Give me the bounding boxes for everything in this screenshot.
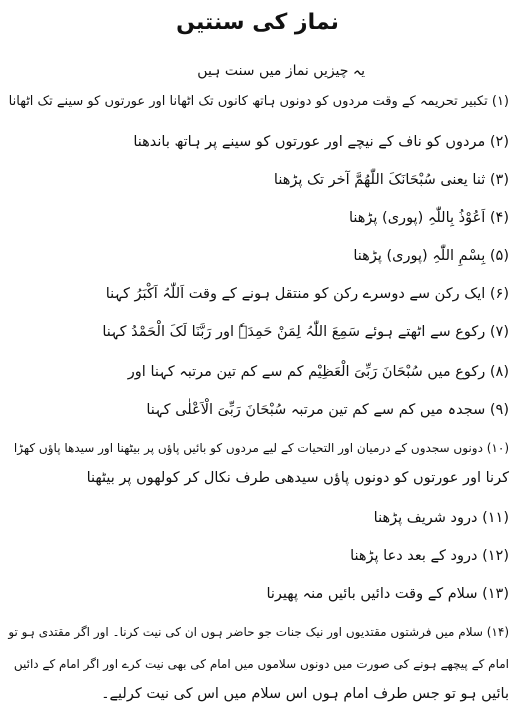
list-item-3: (۳) ثنا یعنی سُبْحَانَکَ اللّٰھُمَّ آخر تک پڑھنا bbox=[273, 172, 509, 188]
list-item-6: (۶) ایک رکن سے دوسرے رکن کو منتقل ہونے کے وقت اَللّٰہُ اَکْبَرُ کہنا bbox=[105, 286, 509, 302]
list-item-5: (۵) بِسْمِ اللّٰہِ (پوری) پڑھنا bbox=[353, 248, 509, 264]
list-item-11: (۱۱) درود شریف پڑھنا bbox=[373, 510, 509, 526]
list-item-12: (۱۲) درود کے بعد دعا پڑھنا bbox=[350, 548, 509, 564]
list-item-9: (۹) سجدہ میں کم سے کم تین مرتبہ سُبْحَانَ رَبِّیَ الْاَعْلٰی کہنا bbox=[146, 402, 509, 418]
page-title: نماز کی سنتیں bbox=[176, 10, 339, 35]
list-item-14: (۱۴) سلام میں فرشتوں مقتدیوں اور نیک جنات جو حاضر ہوں ان کی نیت کرنا۔ اور اگر مقتدی ہو تو bbox=[8, 625, 509, 639]
list-item-13: (۱۳) سلام کے وقت دائیں بائیں منہ پھیرنا bbox=[266, 586, 509, 602]
list-item-7: (۷) رکوع سے اٹھتے ہوئے سَمِعَ اللّٰہُ لِمَنْ حَمِدَہٗ اور رَبَّنَا لَکَ الْحَمْدُ کہنا bbox=[102, 324, 509, 340]
list-item-10: (۱۰) دونوں سجدوں کے درمیان اور التحیات کے لیے مردوں کو بائیں پاؤں پر بیٹھنا اور سیدھا پاؤں کھڑا bbox=[13, 441, 509, 455]
list-item-14-continued: امام کے پیچھے ہونے کی صورت میں دونوں سلاموں میں امام کی بھی نیت کرے اور اگر امام کے دائیں bbox=[13, 657, 509, 671]
list-item-4: (۴) اَعُوْذُ بِاللّٰہِ (پوری) پڑھنا bbox=[348, 210, 509, 226]
list-item-14-continued-2: بائیں ہو تو جس طرف امام ہوں اس سلام میں اس کی نیت کرلیے۔ bbox=[101, 686, 509, 702]
list-item-10-continued: کرنا اور عورتوں کو دونوں پاؤں سیدھی طرف نکال کر کولھوں پر بیٹھنا bbox=[86, 470, 509, 486]
list-item-2: (۲) مردوں کو ناف کے نیچے اور عورتوں کو سینے پر ہاتھ باندھنا bbox=[133, 134, 509, 150]
list-item-1: (۱) تکبیر تحریمہ کے وقت مردوں کو دونوں ہاتھ کانوں تک اٹھانا اور عورتوں کو سینے تک اٹھانا bbox=[8, 94, 509, 109]
list-item-8: (۸) رکوع میں سُبْحَانَ رَبِّیَ الْعَظِیْم کم سے کم تین مرتبہ کہنا اور bbox=[127, 364, 509, 380]
intro-text: یہ چیزیں نماز میں سنت ہیں bbox=[197, 63, 365, 79]
